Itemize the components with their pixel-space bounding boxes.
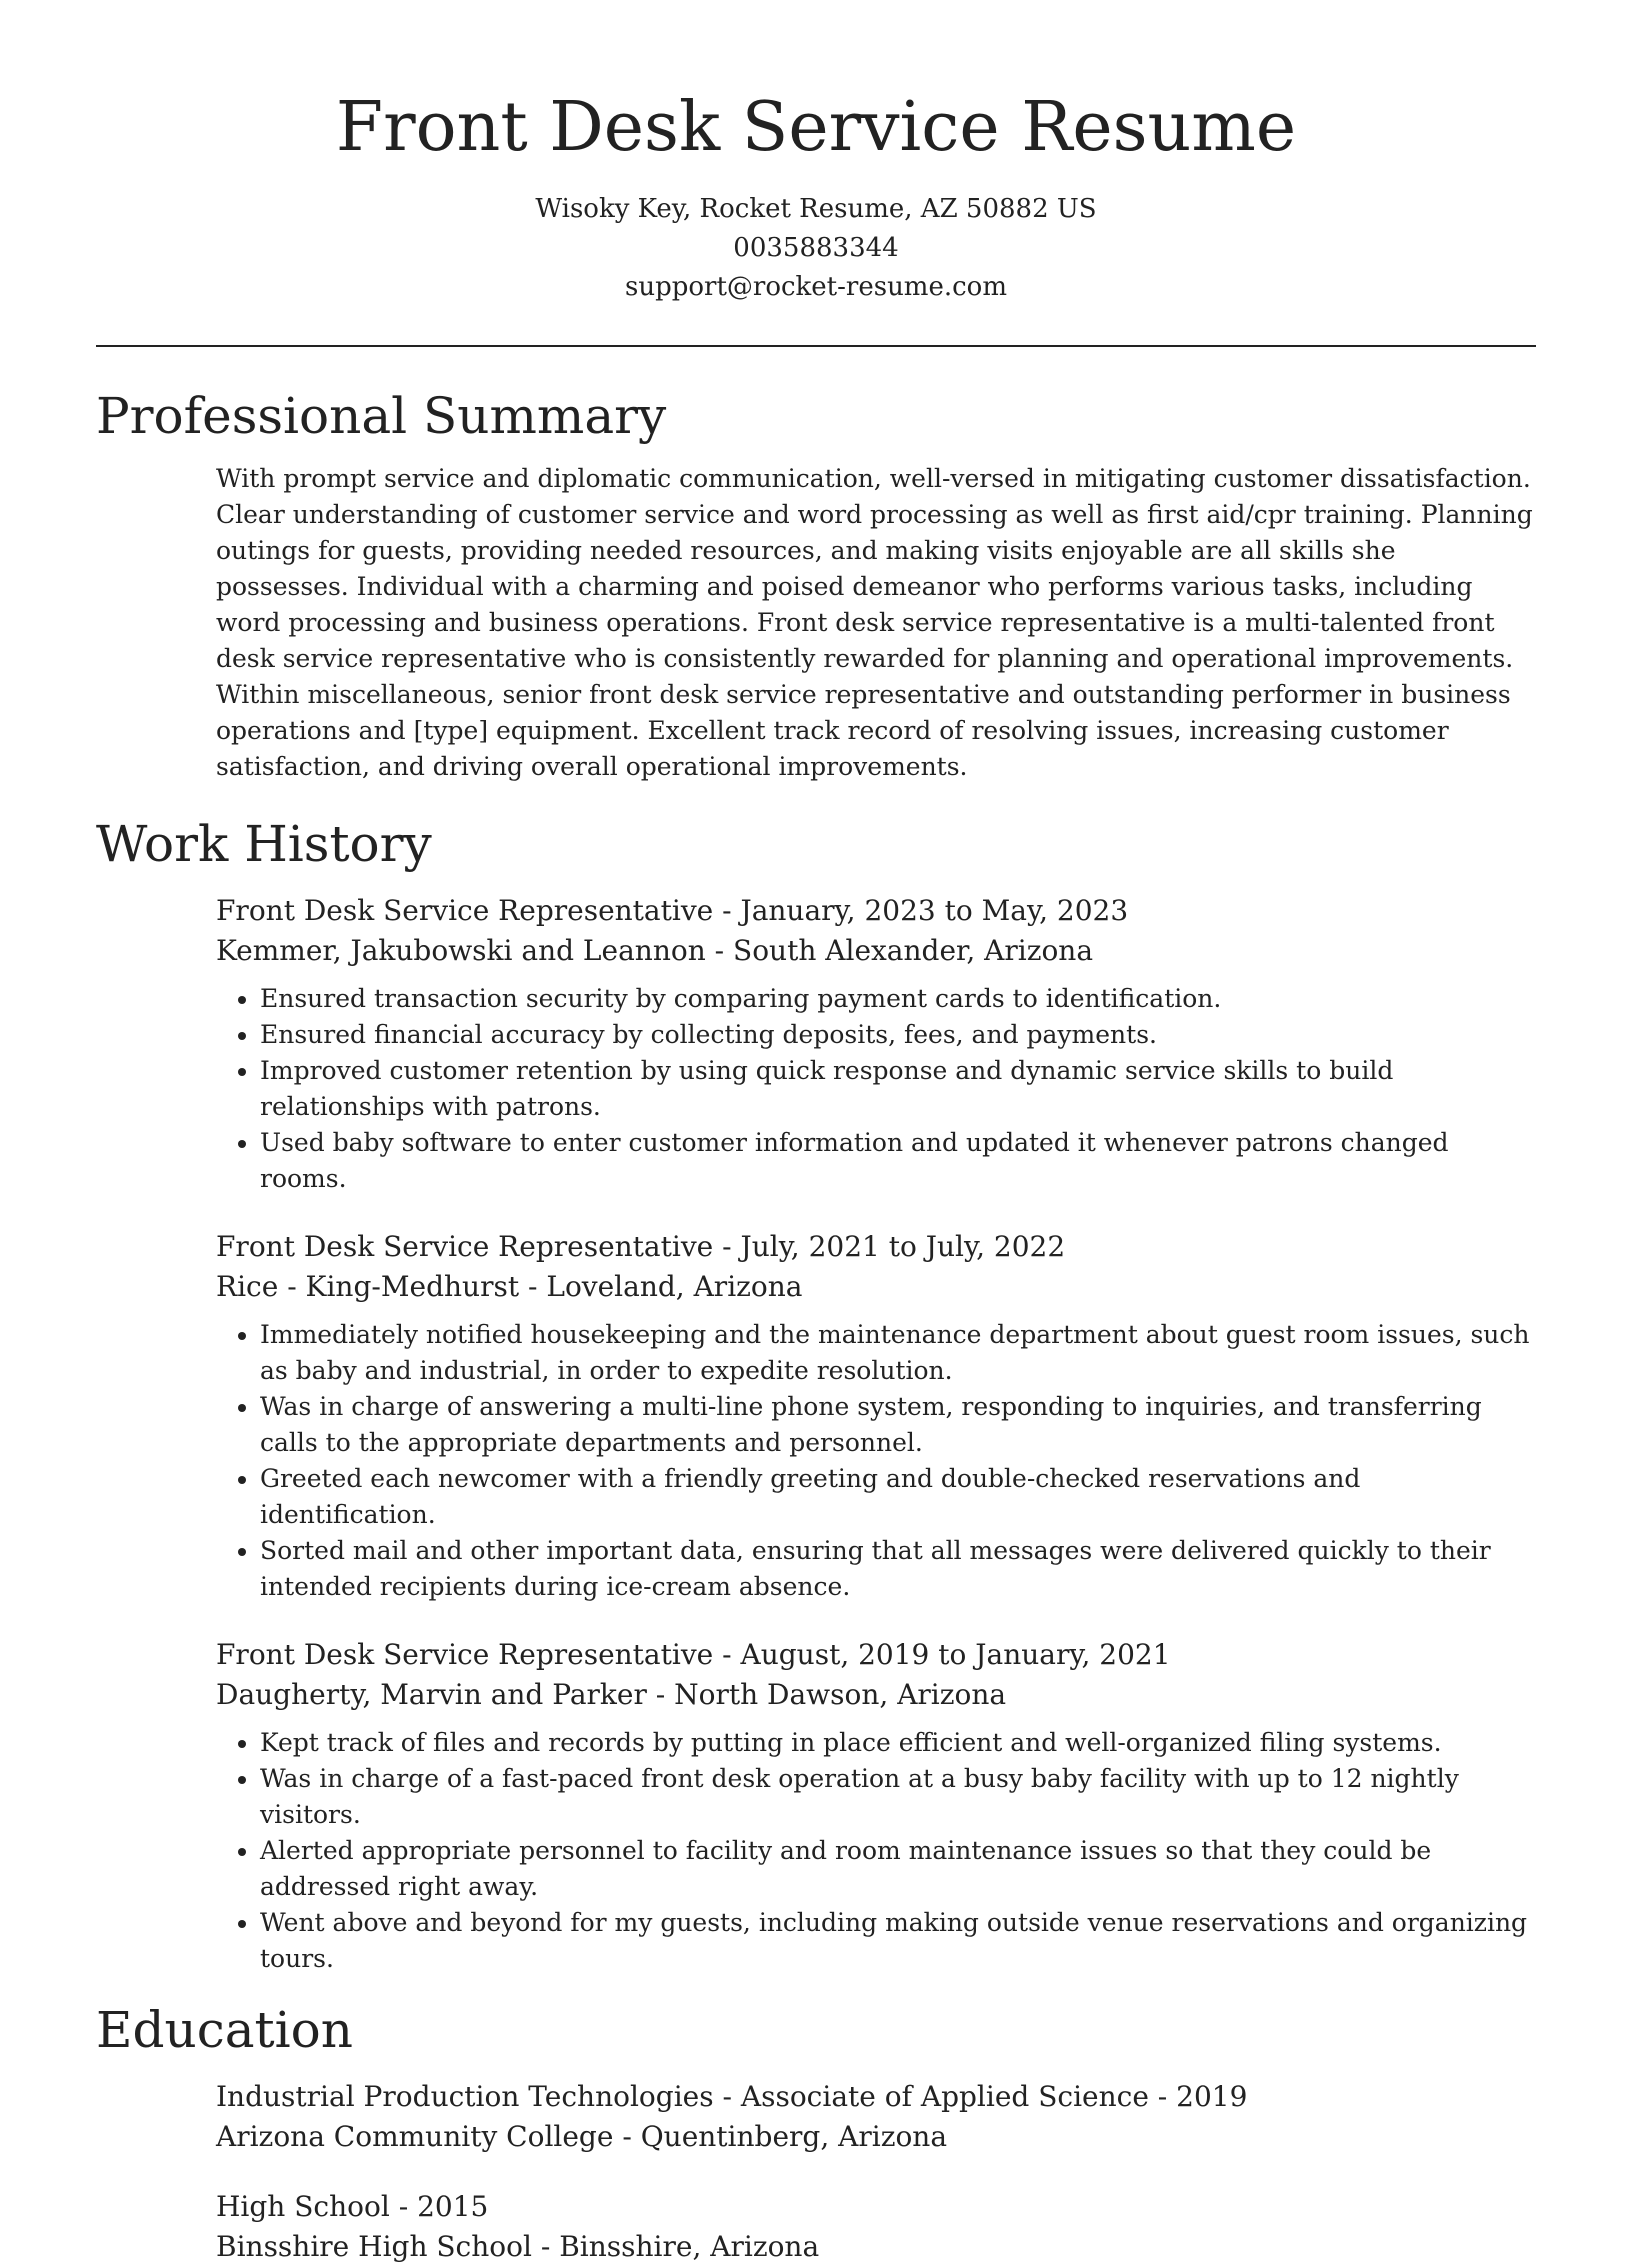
job-dates: July, 2021 to July, 2022 [740, 1230, 1066, 1263]
job-entry [216, 1227, 1536, 1605]
job-bullet: • Alerted appropriate personnel to facility and room maintenance issues so that they could be addressed right away. [260, 1833, 1536, 1905]
job-company: Rice - King-Medhurst [216, 1270, 520, 1303]
job-role: Front Desk Service Representative [216, 894, 714, 927]
job-bullets [216, 1725, 1536, 1977]
job-bullet: • Immediately notified housekeeping and the maintenance department about guest room issues, such as baby and industrial, in order to expedite resolution. [260, 1317, 1536, 1389]
work-history-heading: Work History [96, 815, 432, 873]
job-bullet: • Ensured financial accuracy by collecting deposits, fees, and payments. [260, 1017, 1536, 1053]
job-bullet: • Ensured transaction security by comparing payment cards to identification. [260, 981, 1536, 1017]
job-dates: August, 2019 to January, 2021 [740, 1638, 1171, 1671]
job-bullet: • Greeted each newcomer with a friendly greeting and double-checked reservations and identification. [260, 1461, 1536, 1533]
summary-heading: Professional Summary [96, 387, 667, 445]
job-title-line: Front Desk Service Representative - January, 2023 to May, 2023 [216, 894, 1129, 927]
job-bullet: • Used baby software to enter customer information and updated it whenever patrons changed rooms. [260, 1125, 1536, 1197]
job-bullets [216, 981, 1536, 1197]
resume-page [96, 0, 1536, 2267]
education-school: Arizona Community College [216, 2120, 614, 2153]
job-title-line: Front Desk Service Representative - August, 2019 to January, 2021 [216, 1638, 1171, 1671]
address: Wisoky Key, Rocket Resume, AZ 50882 US [535, 194, 1097, 224]
education-field: High School [216, 2190, 390, 2223]
education-entry [216, 2187, 1536, 2267]
header-divider [96, 345, 1536, 347]
job-company-line: Kemmer, Jakubowski and Leannon - South Alexander, Arizona [216, 934, 1094, 967]
education-entry [216, 2077, 1536, 2157]
job-location: Loveland, Arizona [546, 1270, 803, 1303]
education-school-line: Arizona Community College - Quentinberg, Arizona [216, 2120, 948, 2153]
resume-title: Front Desk Service Resume [335, 88, 1297, 167]
job-dates: January, 2023 to May, 2023 [740, 894, 1129, 927]
education-section [96, 1995, 1536, 2267]
education-heading: Education [96, 2001, 353, 2059]
education-location: Binsshire, Arizona [559, 2230, 820, 2263]
summary-text: With prompt service and diplomatic communication, well-versed in mitigating customer dissatisfaction. Clear understanding of customer service and word processing as well as first aid/cpr training. Planning outings for guests, providing needed resources, and making visits enjoyable are all skills she possesses. Individual with a charming and poised demeanor who performs various tasks, including word processing and business operations. Front desk service representative is a multi-talented front desk service representative who is consistently rewarded for planning and operational improvements. Within miscellaneous, senior front desk service representative and outstanding performer in business operations and [type] equipment. Excellent track record of resolving issues, increasing customer satisfaction, and driving overall operational improvements. [216, 464, 1533, 781]
education-program-line: Industrial Production Technologies - Associate of Applied Science - 2019 [216, 2080, 1248, 2113]
job-location: South Alexander, Arizona [733, 934, 1094, 967]
job-company-line: Rice - King-Medhurst - Loveland, Arizona [216, 1270, 803, 1303]
job-role: Front Desk Service Representative [216, 1230, 714, 1263]
job-bullet: • Sorted mail and other important data, ensuring that all messages were delivered quickly to their intended recipients during ice-cream absence. [260, 1533, 1536, 1605]
phone: 0035883344 [733, 233, 899, 263]
job-bullets [216, 1317, 1536, 1605]
job-location: North Dawson, Arizona [674, 1678, 1007, 1711]
education-school: Binsshire High School [216, 2230, 532, 2263]
education-school-line: Binsshire High School - Binsshire, Arizona [216, 2230, 820, 2263]
job-bullet: • Improved customer retention by using quick response and dynamic service skills to build relationships with patrons. [260, 1053, 1536, 1125]
job-company: Daugherty, Marvin and Parker [216, 1678, 647, 1711]
education-degree: Associate of Applied Science [740, 2080, 1149, 2113]
job-bullet: • Was in charge of a fast-paced front desk operation at a busy baby facility with up to 12 nightly visitors. [260, 1761, 1536, 1833]
job-entry [216, 891, 1536, 1197]
contact-block [96, 190, 1536, 307]
job-company-line: Daugherty, Marvin and Parker - North Dawson, Arizona [216, 1678, 1007, 1711]
job-role: Front Desk Service Representative [216, 1638, 714, 1671]
education-program-line: High School - 2015 [216, 2190, 489, 2223]
job-bullet: • Went above and beyond for my guests, including making outside venue reservations and organizing tours. [260, 1905, 1536, 1977]
job-title-line: Front Desk Service Representative - July, 2021 to July, 2022 [216, 1230, 1066, 1263]
education-location: Quentinberg, Arizona [640, 2120, 948, 2153]
job-entry [216, 1635, 1536, 1977]
education-field: Industrial Production Technologies [216, 2080, 714, 2113]
job-bullet: • Kept track of files and records by putting in place efficient and well-organized filing systems. [260, 1725, 1536, 1761]
education-year: 2015 [417, 2190, 489, 2223]
job-bullet: • Was in charge of answering a multi-line phone system, responding to inquiries, and transferring calls to the appropriate departments and personnel. [260, 1389, 1536, 1461]
job-company: Kemmer, Jakubowski and Leannon [216, 934, 706, 967]
summary-section [96, 381, 1536, 785]
resume-header [96, 0, 1536, 307]
work-history-section [96, 809, 1536, 1977]
email: support@rocket-resume.com [624, 272, 1007, 302]
education-year: 2019 [1176, 2080, 1248, 2113]
